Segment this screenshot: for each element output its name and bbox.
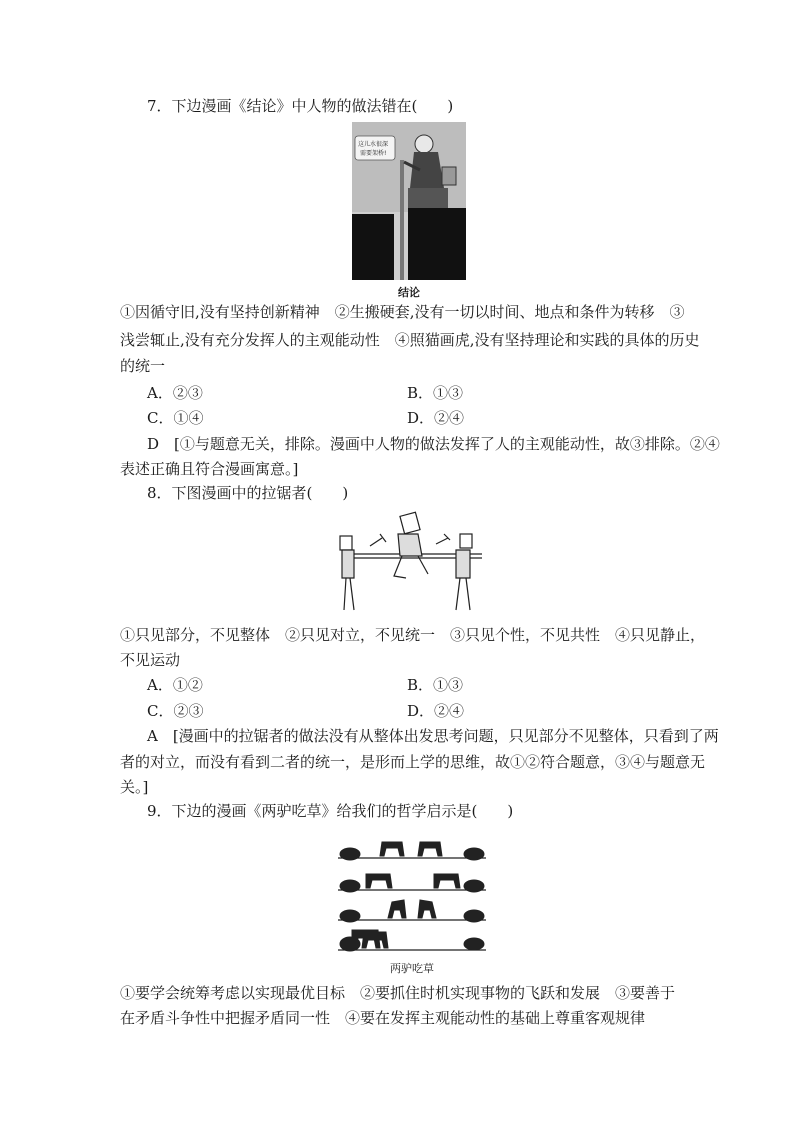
question-9-stem: 9．下边的漫画《两驴吃草》给我们的哲学启示是( ) — [147, 802, 514, 820]
q7-option-b: B．①③ — [407, 384, 464, 402]
q8-option-c: C．②③ — [147, 702, 204, 720]
cartoon-sawing — [332, 506, 488, 614]
q9-choices-line-1: ①要学会统筹考虑以实现最优目标 ②要抓住时机实现事物的飞跃和发展 ③要善于 — [120, 984, 676, 1002]
bubble-text-1: 这儿水很深 — [358, 141, 389, 148]
q8-answer-line-3: 关。] — [120, 778, 149, 796]
cartoon-caption-donkeys: 两驴吃草 — [390, 962, 434, 975]
q7-answer-line-2: 表述正确且符合漫画寓意。] — [120, 460, 299, 478]
q8-option-a: A．①② — [147, 676, 203, 694]
q8-choices-line-1: ①只见部分，不见整体 ②只见对立，不见统一 ③只见个性，不见共性 ④只见静止， — [120, 626, 706, 644]
q8-answer-line-1: A [漫画中的拉锯者的做法没有从整体出发思考问题，只见部分不见整体，只看到了两 — [147, 727, 719, 745]
q8-choices-line-2: 不见运动 — [120, 651, 181, 669]
cartoon-sawing-drawing — [332, 506, 488, 614]
q8-answer-line-2: 者的对立，而没有看到二者的统一，是形而上学的思维，故①②符合题意，③④与题意无 — [120, 753, 706, 771]
cartoon-caption: 结论 — [398, 286, 420, 299]
bubble-text-2: 需要架桥! — [360, 150, 387, 157]
q7-answer-line-1: D [①与题意无关，排除。漫画中人物的做法发挥了人的主观能动性，故③排除。②④ — [147, 435, 720, 453]
q7-choices-line-1: ①因循守旧,没有坚持创新精神 ②生搬硬套,没有一切以时间、地点和条件为转移 ③ — [120, 303, 685, 321]
cartoon-two-donkeys-drawing — [338, 830, 486, 956]
q7-option-a: A．②③ — [147, 384, 203, 402]
q8-option-d: D．②④ — [407, 702, 465, 720]
question-8-stem: 8．下图漫画中的拉锯者( ) — [147, 484, 349, 502]
cartoon-two-donkeys — [338, 830, 486, 975]
cartoon-conclusion-drawing — [352, 122, 466, 280]
question-7-stem: 7．下边漫画《结论》中人物的做法错在( ) — [147, 97, 454, 115]
q7-choices-line-2: 浅尝辄止,没有充分发挥人的主观能动性 ④照猫画虎,没有坚持理论和实践的具体的历史 — [120, 331, 700, 349]
q7-option-d: D．②④ — [407, 409, 465, 427]
q8-option-b: B．①③ — [407, 676, 464, 694]
q9-choices-line-2: 在矛盾斗争性中把握矛盾同一性 ④要在发挥主观能动性的基础上尊重客观规律 — [120, 1009, 646, 1027]
q7-option-c: C．①④ — [147, 409, 204, 427]
q7-choices-line-3: 的统一 — [120, 357, 166, 375]
cartoon-conclusion — [352, 122, 466, 299]
